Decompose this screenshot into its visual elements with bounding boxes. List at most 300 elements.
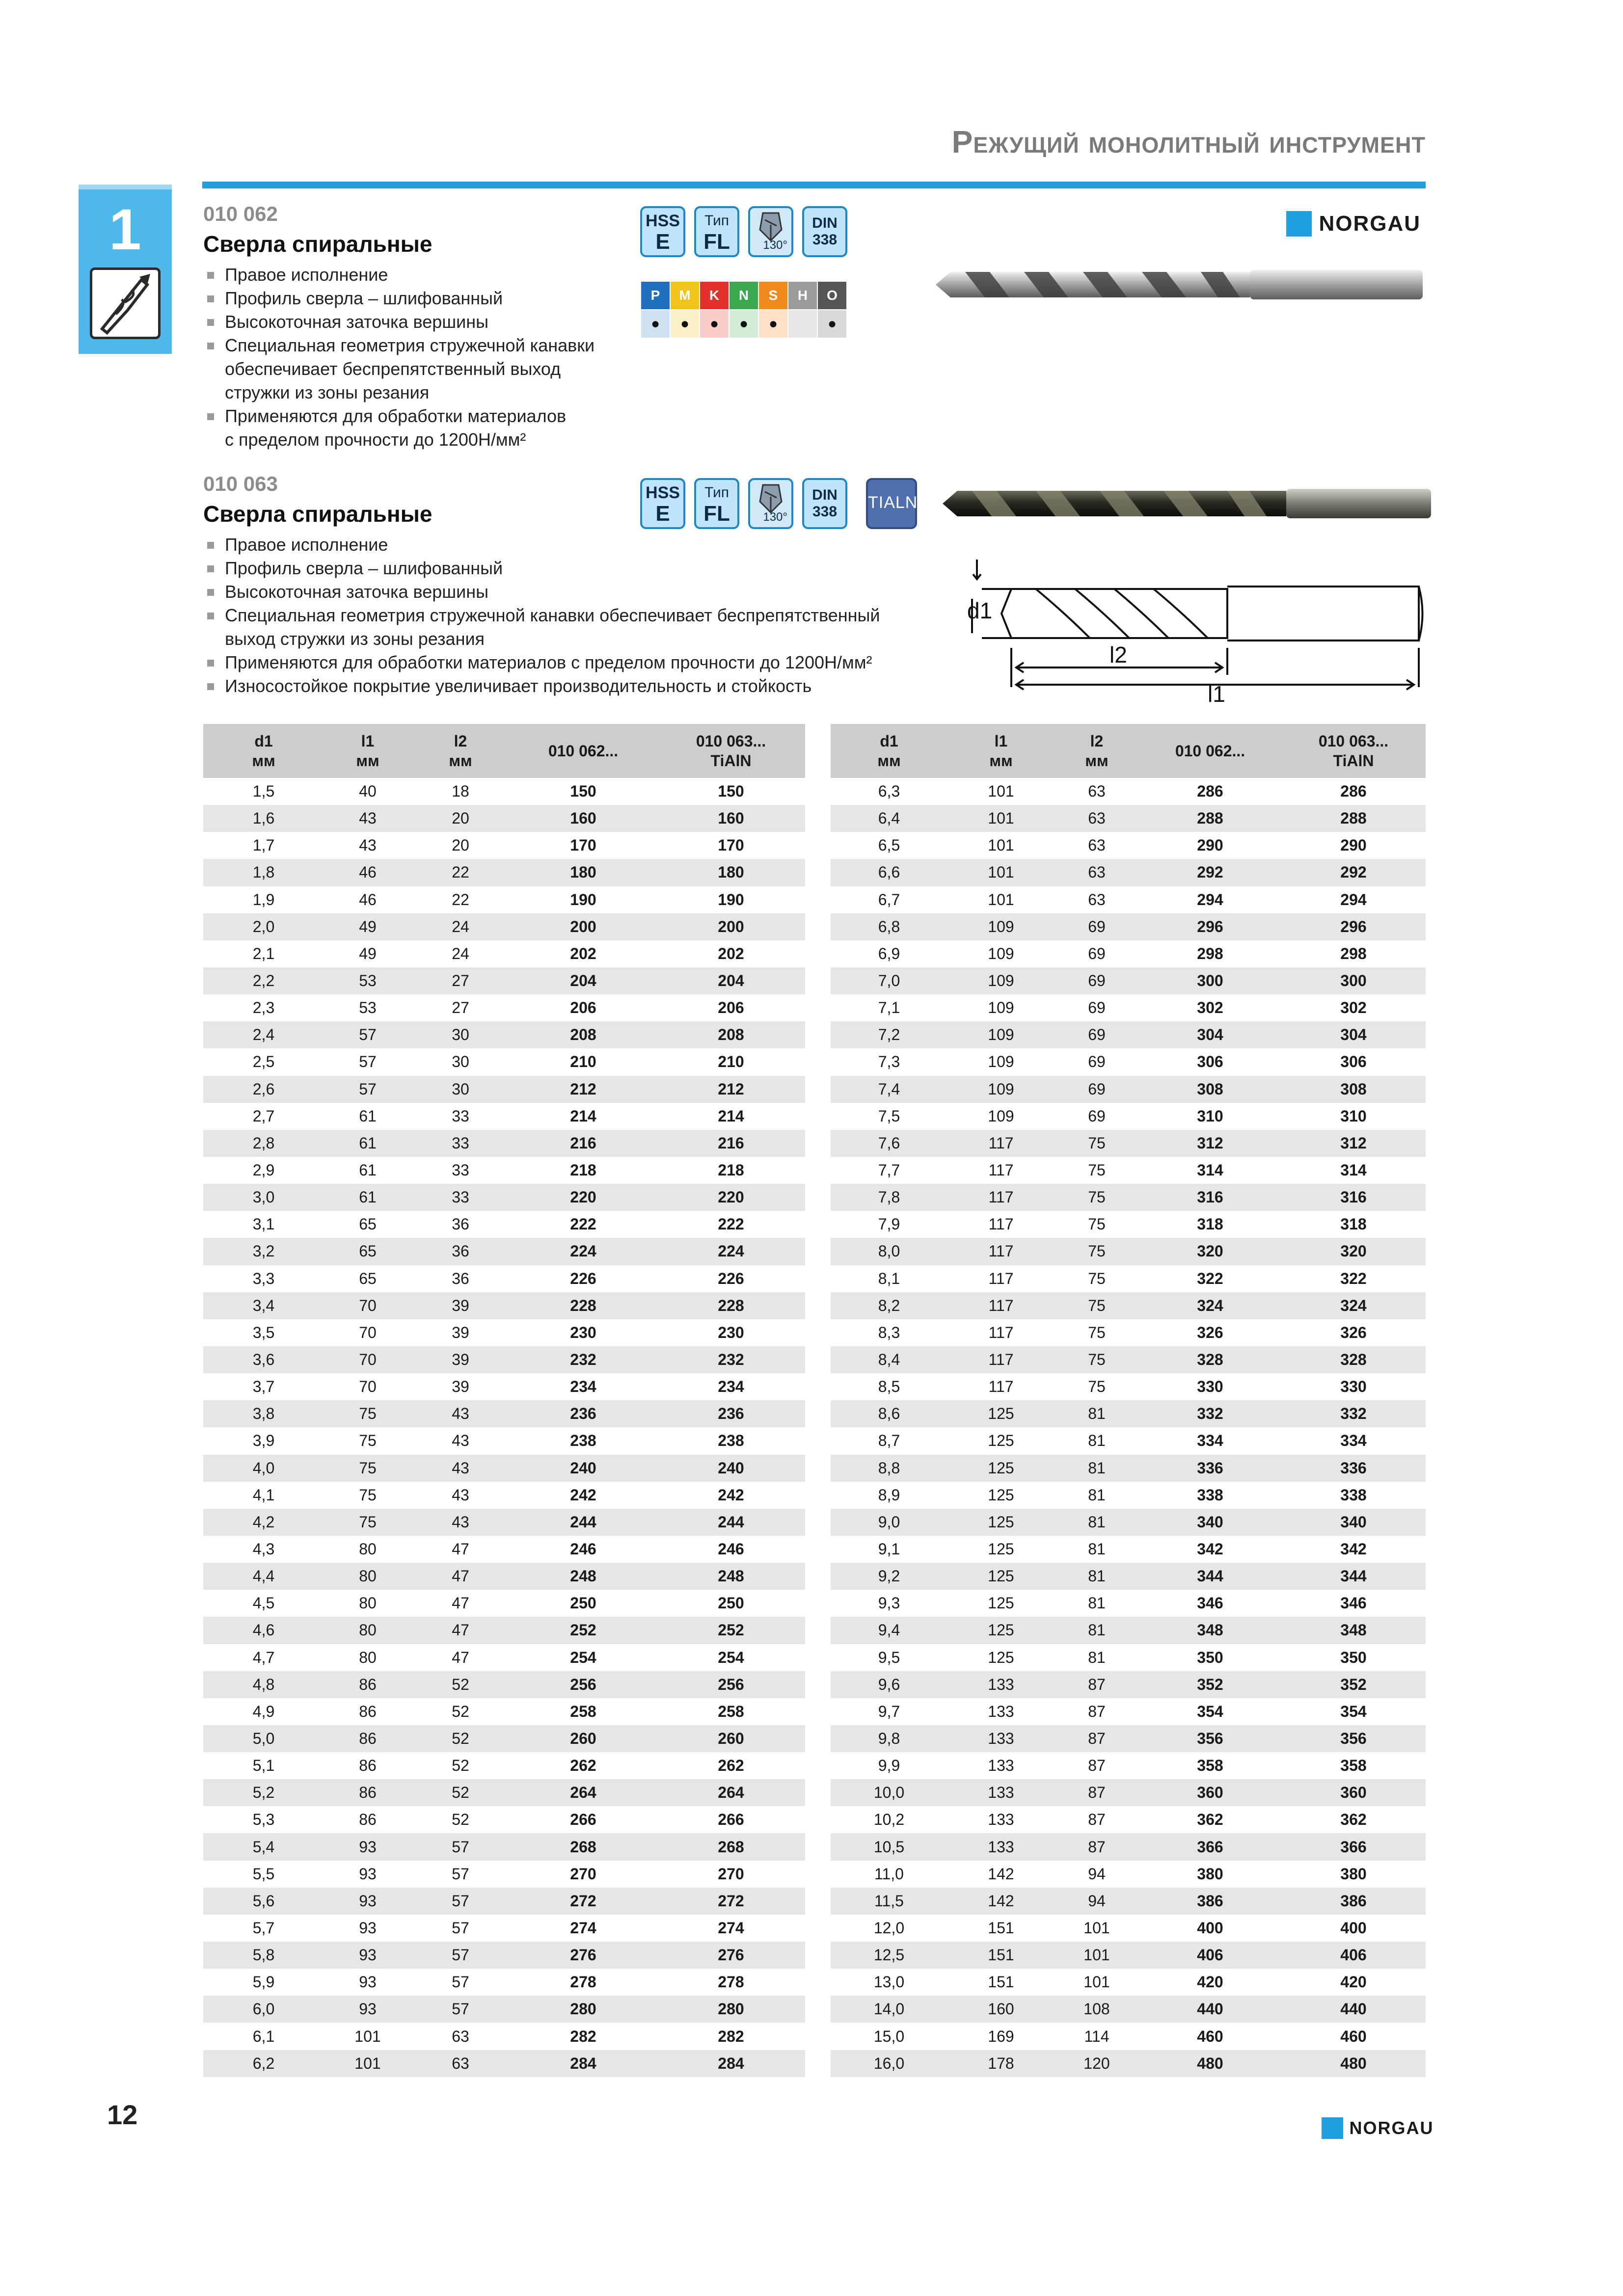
table-row bbox=[831, 1482, 1426, 1509]
cell-010063: 400 bbox=[1340, 1919, 1367, 1937]
cell-l1: 101 bbox=[988, 890, 1014, 908]
cell-l2: 81 bbox=[1055, 1563, 1139, 1590]
cell-010063: 208 bbox=[657, 1021, 805, 1048]
cell-d1: 9,3 bbox=[878, 1594, 900, 1612]
cell-l1: 101 bbox=[354, 2027, 381, 2045]
cell-l1: 101 bbox=[324, 2050, 411, 2077]
table-row bbox=[831, 1265, 1426, 1292]
table-row bbox=[831, 832, 1426, 859]
cell-010063: 248 bbox=[657, 1563, 805, 1590]
table-row bbox=[203, 1292, 805, 1319]
cell-l1: 86 bbox=[324, 1671, 411, 1698]
product-features-010063 bbox=[203, 533, 949, 698]
cell-l1: 65 bbox=[324, 1238, 411, 1265]
cell-l2: 27 bbox=[411, 967, 510, 994]
cell-l1: 169 bbox=[988, 2027, 1014, 2045]
cell-010062: 226 bbox=[570, 1269, 596, 1287]
cell-010063: 346 bbox=[1340, 1594, 1367, 1612]
cell-010063: 330 bbox=[1340, 1378, 1367, 1396]
material-code-s: S bbox=[759, 282, 787, 309]
cell-010062: 206 bbox=[570, 999, 596, 1017]
table-row bbox=[831, 1048, 1426, 1075]
cell-010062: 386 bbox=[1139, 1888, 1281, 1915]
cell-l1: 61 bbox=[359, 1161, 377, 1179]
cell-010063: 300 bbox=[1281, 967, 1426, 994]
cell-010062: 200 bbox=[510, 913, 657, 940]
cell-l2: 81 bbox=[1088, 1486, 1106, 1504]
cell-010062: 228 bbox=[510, 1292, 657, 1319]
cell-d1: 10,5 bbox=[831, 1833, 947, 1860]
cell-010062: 420 bbox=[1197, 1973, 1223, 1991]
cell-l2: 81 bbox=[1088, 1540, 1106, 1558]
cell-d1: 11,5 bbox=[831, 1888, 947, 1915]
d1-label: d1 bbox=[967, 598, 993, 623]
table-row bbox=[203, 1698, 805, 1725]
cell-d1: 9,7 bbox=[878, 1702, 900, 1720]
cell-d1: 8,4 bbox=[831, 1346, 947, 1373]
table-row bbox=[203, 1184, 805, 1211]
cell-l2: 57 bbox=[452, 1919, 469, 1937]
cell-010063: 352 bbox=[1281, 1671, 1426, 1698]
cell-l2: 30 bbox=[411, 1076, 510, 1103]
cell-l2: 30 bbox=[411, 1021, 510, 1048]
tialn-coating-badge: TIALN bbox=[866, 478, 917, 529]
cell-l1: 86 bbox=[359, 1757, 377, 1775]
cell-d1: 5,2 bbox=[203, 1779, 324, 1806]
cell-l2: 36 bbox=[452, 1269, 469, 1287]
cell-010063: 206 bbox=[718, 999, 744, 1017]
cell-010063: 308 bbox=[1281, 1076, 1426, 1103]
cell-010062: 202 bbox=[570, 944, 596, 962]
cell-010063: 220 bbox=[657, 1184, 805, 1211]
cell-010063: 328 bbox=[1281, 1346, 1426, 1373]
cell-l2: 57 bbox=[411, 1942, 510, 1969]
cell-l2: 63 bbox=[1088, 890, 1106, 908]
cell-l2: 57 bbox=[411, 1888, 510, 1915]
cell-010062: 480 bbox=[1139, 2050, 1281, 2077]
table-row bbox=[203, 1103, 805, 1130]
cell-l1: 101 bbox=[947, 859, 1055, 886]
feature-item: Правое исполнение bbox=[203, 533, 949, 557]
cell-l2: 87 bbox=[1088, 1702, 1106, 1720]
cell-l1: 117 bbox=[988, 1161, 1014, 1179]
material-suitability-mark: ● bbox=[671, 310, 699, 338]
cell-l1: 133 bbox=[947, 1671, 1055, 1698]
table-row bbox=[831, 886, 1426, 913]
table-row bbox=[203, 1563, 805, 1590]
feature-continuation: с пределом прочности до 1200Н/мм² bbox=[225, 429, 526, 450]
cell-l1: 133 bbox=[947, 1779, 1055, 1806]
cell-d1: 5,3 bbox=[252, 1811, 275, 1829]
cell-d1: 6,6 bbox=[831, 859, 947, 886]
cell-d1: 3,4 bbox=[203, 1292, 324, 1319]
l2-label: l2 bbox=[1109, 642, 1127, 667]
material-suitability-mark bbox=[788, 310, 817, 338]
cell-010063: 180 bbox=[657, 859, 805, 886]
cell-l2: 27 bbox=[452, 999, 469, 1017]
cell-l1: 109 bbox=[988, 999, 1014, 1017]
cell-010062: 338 bbox=[1197, 1486, 1223, 1504]
cell-d1: 9,4 bbox=[831, 1617, 947, 1644]
cell-d1: 6,0 bbox=[203, 1996, 324, 2023]
cell-d1: 7,8 bbox=[831, 1184, 947, 1211]
product-code-010063: 010 063 bbox=[203, 472, 278, 495]
col-header-l2: l2 мм bbox=[411, 724, 510, 778]
cell-d1: 5,9 bbox=[252, 1973, 275, 1991]
cell-l1: 142 bbox=[947, 1888, 1055, 1915]
cell-010062: 262 bbox=[570, 1757, 596, 1775]
cell-l2: 120 bbox=[1055, 2050, 1139, 2077]
cell-010063: 242 bbox=[718, 1486, 744, 1504]
cell-d1: 8,1 bbox=[878, 1269, 900, 1287]
cell-010063: 440 bbox=[1281, 1996, 1426, 2023]
cell-010063: 386 bbox=[1281, 1888, 1426, 1915]
cell-010063: 266 bbox=[718, 1811, 744, 1829]
cell-010063: 222 bbox=[718, 1215, 744, 1233]
cell-d1: 11,0 bbox=[874, 1865, 904, 1883]
cell-010062: 258 bbox=[570, 1702, 596, 1720]
cell-l1: 70 bbox=[359, 1378, 377, 1396]
table-row bbox=[203, 1157, 805, 1184]
cell-d1: 4,9 bbox=[252, 1702, 275, 1720]
cell-010063: 310 bbox=[1340, 1107, 1367, 1125]
table-row bbox=[831, 1130, 1426, 1157]
cell-l1: 93 bbox=[359, 1919, 377, 1937]
cell-l2: 30 bbox=[452, 1053, 469, 1071]
cell-010063: 296 bbox=[1281, 913, 1426, 940]
table-header-row bbox=[203, 724, 805, 778]
cell-d1: 14,0 bbox=[831, 1996, 947, 2023]
table-row bbox=[203, 1048, 805, 1075]
table-row bbox=[831, 1292, 1426, 1319]
cell-l2: 52 bbox=[452, 1702, 469, 1720]
cell-l1: 117 bbox=[947, 1238, 1055, 1265]
table-row bbox=[203, 1996, 805, 2023]
table-row bbox=[203, 886, 805, 913]
table-row bbox=[203, 1130, 805, 1157]
table-row bbox=[831, 913, 1426, 940]
cell-l1: 93 bbox=[359, 1973, 377, 1991]
cell-l2: 87 bbox=[1088, 1757, 1106, 1775]
cell-010062: 312 bbox=[1139, 1130, 1281, 1157]
cell-d1: 7,3 bbox=[878, 1053, 900, 1071]
cell-d1: 6,7 bbox=[878, 890, 900, 908]
cell-010062: 218 bbox=[570, 1161, 596, 1179]
cell-d1: 9,0 bbox=[831, 1509, 947, 1536]
cell-l1: 61 bbox=[324, 1184, 411, 1211]
cell-l2: 81 bbox=[1055, 1400, 1139, 1427]
cell-l2: 75 bbox=[1055, 1346, 1139, 1373]
cell-010063: 236 bbox=[657, 1400, 805, 1427]
table-row bbox=[831, 778, 1426, 805]
cell-010063: 420 bbox=[1340, 1973, 1367, 1991]
feature-item: Применяются для обработки материалов bbox=[203, 404, 635, 428]
table-row bbox=[203, 1671, 805, 1698]
cell-010063: 226 bbox=[718, 1269, 744, 1287]
cell-010062: 292 bbox=[1139, 859, 1281, 886]
cell-010063: 366 bbox=[1281, 1833, 1426, 1860]
section-tab-highlight bbox=[79, 185, 172, 189]
table-row bbox=[203, 1888, 805, 1915]
cell-l1: 101 bbox=[947, 805, 1055, 832]
table-row bbox=[831, 1346, 1426, 1373]
table-row bbox=[203, 1211, 805, 1238]
cell-010063: 210 bbox=[718, 1053, 744, 1071]
product-title-010063: Сверла спиральные bbox=[203, 501, 433, 527]
cell-d1: 9,8 bbox=[831, 1725, 947, 1752]
cell-d1: 4,3 bbox=[252, 1540, 275, 1558]
cell-d1: 2,6 bbox=[203, 1076, 324, 1103]
table-row bbox=[203, 1076, 805, 1103]
cell-010062: 278 bbox=[570, 1973, 596, 1991]
cell-d1: 3,7 bbox=[252, 1378, 275, 1396]
cell-l1: 75 bbox=[324, 1400, 411, 1427]
cell-010063: 276 bbox=[657, 1942, 805, 1969]
cell-l2: 75 bbox=[1055, 1130, 1139, 1157]
cell-d1: 8,9 bbox=[878, 1486, 900, 1504]
table-row bbox=[831, 1942, 1426, 1969]
cell-010062: 190 bbox=[570, 890, 596, 908]
page-header-title: Режущий монолитный инструмент bbox=[951, 124, 1426, 160]
cell-l2: 39 bbox=[411, 1292, 510, 1319]
cell-010062: 306 bbox=[1197, 1053, 1223, 1071]
table-row bbox=[203, 778, 805, 805]
cell-010062: 286 bbox=[1197, 782, 1223, 801]
cell-l2: 63 bbox=[1055, 859, 1139, 886]
table-row bbox=[831, 1427, 1426, 1454]
cell-d1: 6,3 bbox=[878, 782, 900, 801]
cell-l2: 36 bbox=[411, 1238, 510, 1265]
cell-010062: 366 bbox=[1139, 1833, 1281, 1860]
material-code-k: K bbox=[700, 282, 729, 309]
cell-010062: 340 bbox=[1139, 1509, 1281, 1536]
feature-item: Применяются для обработки материалов с пределом прочности до 1200Н/мм² bbox=[203, 651, 949, 674]
cell-d1: 16,0 bbox=[831, 2050, 947, 2077]
cell-d1: 4,0 bbox=[203, 1455, 324, 1482]
norgau-footer-logo: NORGAU bbox=[1322, 2117, 1434, 2145]
cell-010062: 150 bbox=[570, 782, 596, 801]
cell-010063: 218 bbox=[718, 1161, 744, 1179]
cell-d1: 9,1 bbox=[878, 1540, 900, 1558]
cell-l1: 125 bbox=[947, 1509, 1055, 1536]
cell-010063: 334 bbox=[1340, 1432, 1367, 1450]
table-row bbox=[203, 1427, 805, 1454]
cell-l2: 69 bbox=[1055, 1076, 1139, 1103]
cell-010063: 350 bbox=[1340, 1648, 1367, 1666]
cell-d1: 3,8 bbox=[203, 1400, 324, 1427]
cell-l2: 75 bbox=[1088, 1161, 1106, 1179]
feature-item: Высокоточная заточка вершины bbox=[203, 580, 949, 604]
cell-d1: 3,5 bbox=[252, 1323, 275, 1341]
cell-010063: 278 bbox=[718, 1973, 744, 1991]
cell-l2: 75 bbox=[1055, 1184, 1139, 1211]
cell-010062: 204 bbox=[510, 967, 657, 994]
cell-010063: 268 bbox=[657, 1833, 805, 1860]
cell-010063: 270 bbox=[718, 1865, 744, 1883]
cell-l2: 81 bbox=[1088, 1432, 1106, 1450]
cell-010062: 254 bbox=[570, 1648, 596, 1666]
cell-010062: 308 bbox=[1139, 1076, 1281, 1103]
table-row bbox=[203, 1400, 805, 1427]
table-row bbox=[831, 994, 1426, 1021]
col-header-d1: d1 мм bbox=[831, 724, 947, 778]
cell-d1: 3,3 bbox=[252, 1269, 275, 1287]
table-row bbox=[831, 1373, 1426, 1400]
cell-010062: 276 bbox=[510, 1942, 657, 1969]
cell-l2: 47 bbox=[452, 1540, 469, 1558]
cell-l1: 57 bbox=[359, 1053, 377, 1071]
cell-l1: 109 bbox=[947, 967, 1055, 994]
table-row bbox=[203, 1021, 805, 1048]
cell-010062: 222 bbox=[570, 1215, 596, 1233]
material-suitability-mark: ● bbox=[730, 310, 758, 338]
cell-l1: 43 bbox=[324, 805, 411, 832]
cell-d1: 8,2 bbox=[831, 1292, 947, 1319]
cell-010062: 326 bbox=[1197, 1323, 1223, 1341]
table-row bbox=[831, 2023, 1426, 2050]
drill-image-010063 bbox=[943, 474, 1434, 533]
cell-010063: 322 bbox=[1340, 1269, 1367, 1287]
table-row bbox=[831, 1563, 1426, 1590]
table-row bbox=[203, 1455, 805, 1482]
cell-d1: 6,5 bbox=[878, 836, 900, 854]
cell-l1: 125 bbox=[947, 1400, 1055, 1427]
cell-l2: 43 bbox=[411, 1455, 510, 1482]
table-row bbox=[831, 1455, 1426, 1482]
cell-l1: 75 bbox=[359, 1486, 377, 1504]
table-row bbox=[203, 1725, 805, 1752]
table-row bbox=[203, 805, 805, 832]
cell-l1: 133 bbox=[947, 1725, 1055, 1752]
cell-010063: 264 bbox=[657, 1779, 805, 1806]
norgau-logo: NORGAU bbox=[1286, 211, 1421, 239]
cell-010062: 224 bbox=[510, 1238, 657, 1265]
cell-l1: 93 bbox=[359, 1865, 377, 1883]
cell-l2: 69 bbox=[1055, 913, 1139, 940]
cell-d1: 5,7 bbox=[252, 1919, 275, 1937]
cell-l1: 117 bbox=[947, 1292, 1055, 1319]
cell-010062: 284 bbox=[510, 2050, 657, 2077]
cell-l1: 125 bbox=[988, 1648, 1014, 1666]
table-row bbox=[831, 1861, 1426, 1888]
table-row bbox=[203, 1861, 805, 1888]
table-row bbox=[203, 859, 805, 886]
cell-010063: 282 bbox=[718, 2027, 744, 2045]
cell-l1: 80 bbox=[324, 1563, 411, 1590]
cell-010063: 244 bbox=[657, 1509, 805, 1536]
table-row bbox=[203, 1509, 805, 1536]
cell-010062: 300 bbox=[1139, 967, 1281, 994]
cell-l2: 75 bbox=[1088, 1323, 1106, 1341]
cell-l2: 43 bbox=[411, 1400, 510, 1427]
cell-d1: 5,6 bbox=[203, 1888, 324, 1915]
cell-010062: 288 bbox=[1139, 805, 1281, 832]
cell-d1: 6,2 bbox=[203, 2050, 324, 2077]
cell-d1: 2,2 bbox=[203, 967, 324, 994]
cell-010062: 350 bbox=[1197, 1648, 1223, 1666]
table-row bbox=[203, 1833, 805, 1860]
cell-l2: 114 bbox=[1084, 2027, 1109, 2045]
cell-l2: 69 bbox=[1088, 999, 1106, 1017]
cell-010063: 234 bbox=[718, 1378, 744, 1396]
cell-l1: 133 bbox=[947, 1833, 1055, 1860]
cell-010063: 348 bbox=[1281, 1617, 1426, 1644]
cell-010062: 208 bbox=[510, 1021, 657, 1048]
cell-010062: 212 bbox=[510, 1076, 657, 1103]
cell-010062: 400 bbox=[1197, 1919, 1223, 1937]
table-row bbox=[831, 1211, 1426, 1238]
cell-010062: 210 bbox=[570, 1053, 596, 1071]
cell-010062: 214 bbox=[570, 1107, 596, 1125]
cell-d1: 4,8 bbox=[203, 1671, 324, 1698]
cell-d1: 4,5 bbox=[252, 1594, 275, 1612]
cell-l2: 87 bbox=[1055, 1725, 1139, 1752]
cell-010062: 248 bbox=[510, 1563, 657, 1590]
material-code-p: P bbox=[641, 282, 670, 309]
cell-010063: 214 bbox=[718, 1107, 744, 1125]
cell-010062: 180 bbox=[510, 859, 657, 886]
cell-d1: 9,6 bbox=[831, 1671, 947, 1698]
cell-010063: 312 bbox=[1281, 1130, 1426, 1157]
drill-dimension-diagram bbox=[962, 560, 1434, 707]
cell-l2: 101 bbox=[1083, 1919, 1110, 1937]
cell-l2: 52 bbox=[411, 1779, 510, 1806]
cell-010062: 362 bbox=[1197, 1811, 1223, 1829]
cell-010062: 236 bbox=[510, 1400, 657, 1427]
cell-010063: 362 bbox=[1340, 1811, 1367, 1829]
cell-l1: 49 bbox=[359, 944, 377, 962]
cell-010063: 302 bbox=[1340, 999, 1367, 1017]
feature-item: Специальная геометрия стружечной канавки bbox=[203, 334, 635, 357]
cell-010062: 298 bbox=[1197, 944, 1223, 962]
cell-010062: 352 bbox=[1139, 1671, 1281, 1698]
cell-010063: 160 bbox=[657, 805, 805, 832]
cell-l1: 117 bbox=[988, 1269, 1014, 1287]
col-header-l1: l1 мм bbox=[947, 724, 1055, 778]
feature-item: Профиль сверла – шлифованный bbox=[203, 287, 635, 310]
cell-010063: 230 bbox=[718, 1323, 744, 1341]
cell-l1: 101 bbox=[988, 782, 1014, 801]
material-code-o: O bbox=[818, 282, 846, 309]
material-code-m: M bbox=[671, 282, 699, 309]
cell-010062: 324 bbox=[1139, 1292, 1281, 1319]
cell-l2: 101 bbox=[1083, 1973, 1110, 1991]
table-row bbox=[203, 2050, 805, 2077]
cell-d1: 10,2 bbox=[873, 1811, 905, 1829]
cell-010063: 406 bbox=[1281, 1942, 1426, 1969]
table-row bbox=[203, 913, 805, 940]
cell-l1: 117 bbox=[988, 1323, 1014, 1341]
feature-continuation: обеспечивает беспрепятственный выход bbox=[225, 359, 561, 379]
cell-d1: 4,4 bbox=[203, 1563, 324, 1590]
cell-l1: 86 bbox=[359, 1811, 377, 1829]
cell-l2: 24 bbox=[411, 913, 510, 940]
table-row bbox=[203, 1536, 805, 1563]
cell-l1: 109 bbox=[947, 913, 1055, 940]
cell-l2: 22 bbox=[411, 859, 510, 886]
cell-d1: 7,7 bbox=[878, 1161, 900, 1179]
cell-010062: 170 bbox=[570, 836, 596, 854]
table-row bbox=[831, 1888, 1426, 1915]
l1-label: l1 bbox=[1208, 681, 1225, 707]
cell-010062: 280 bbox=[510, 1996, 657, 2023]
cell-010062: 318 bbox=[1197, 1215, 1223, 1233]
cell-l1: 75 bbox=[324, 1455, 411, 1482]
cell-010062: 294 bbox=[1197, 890, 1223, 908]
col-header-l2: l2 мм bbox=[1055, 724, 1139, 778]
feature-item: Профиль сверла – шлифованный bbox=[203, 557, 949, 580]
cell-010063: 320 bbox=[1281, 1238, 1426, 1265]
